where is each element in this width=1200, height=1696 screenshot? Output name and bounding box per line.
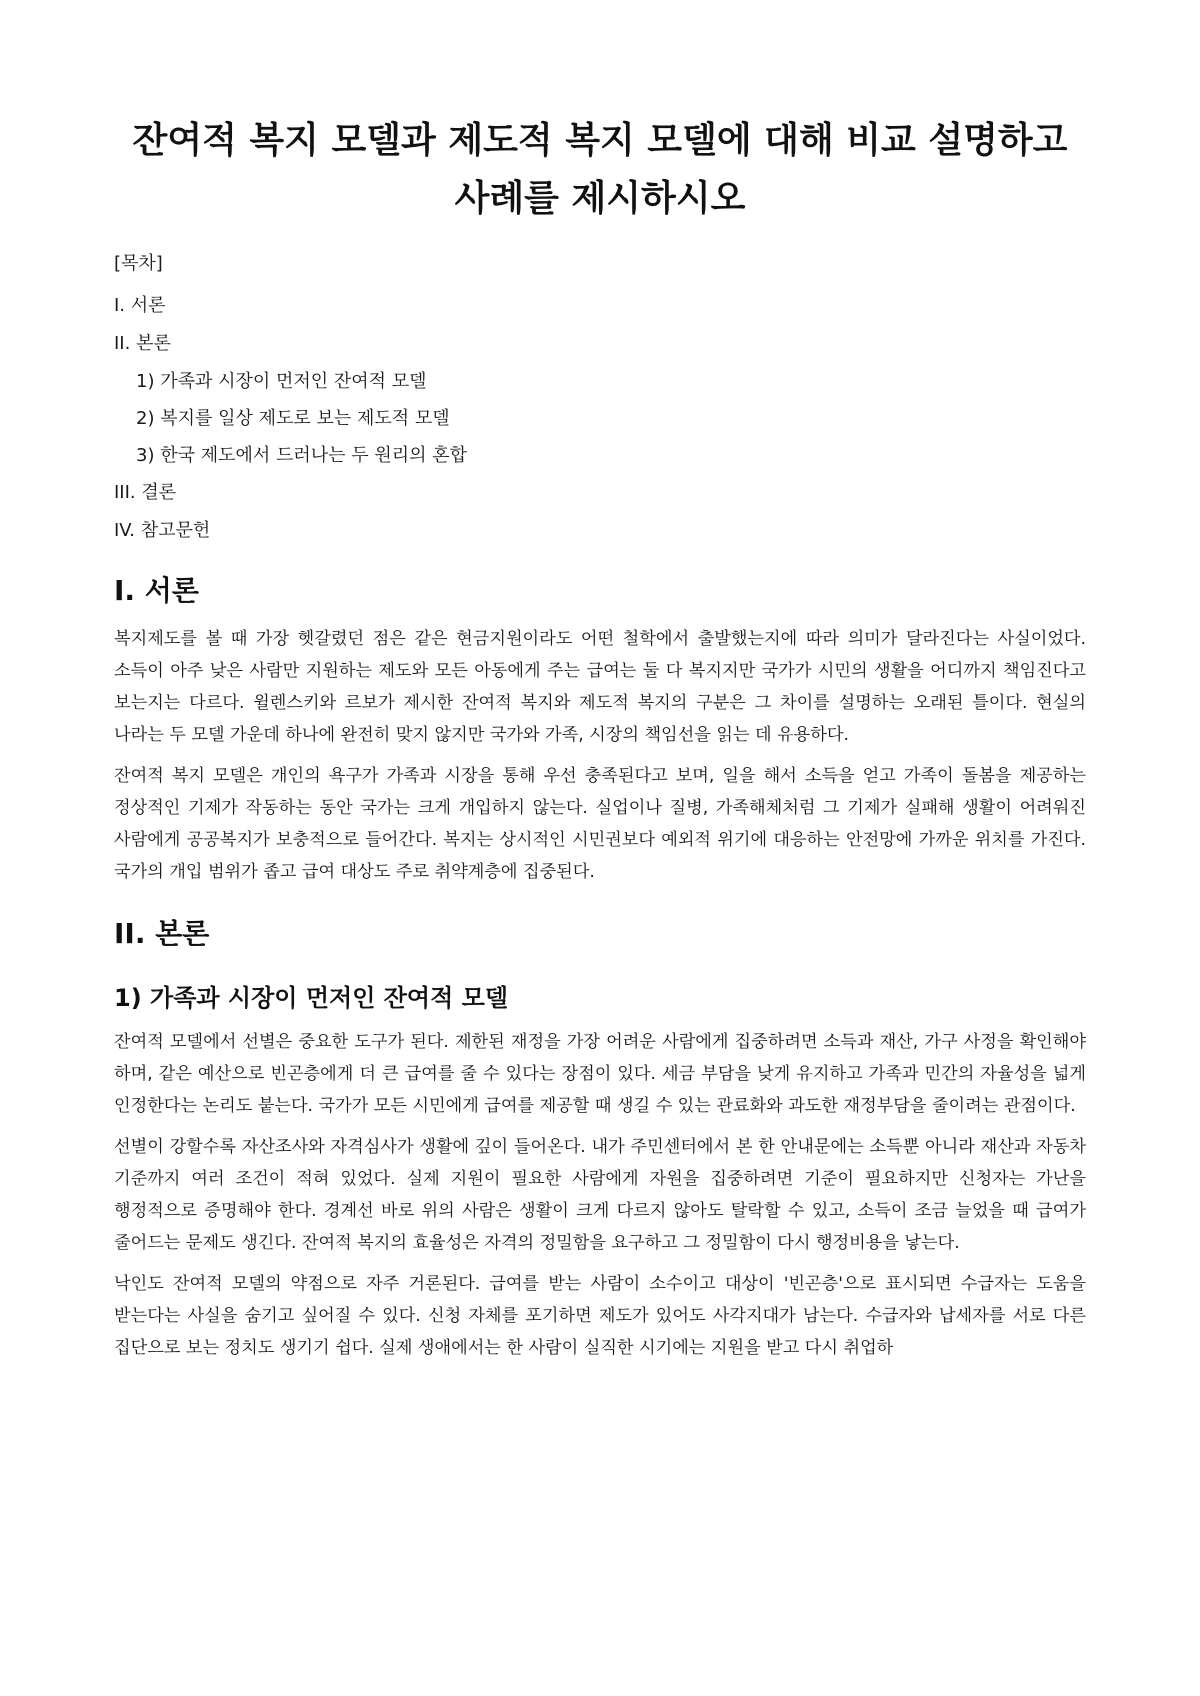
document-title: 잔여적 복지 모델과 제도적 복지 모델에 대해 비교 설명하고 사례를 제시하시오 [132, 120, 1068, 219]
residual-paragraph-2: 선별이 강할수록 자산조사와 자격심사가 생활에 깊이 들어온다. 내가 주민센터에서 본 한 안내문에는 소득뿐 아니라 재산과 자동차 기준까지 여러 조건이 적혀 있었다. 실제 지원이 필요한 사람에게 자원을 집중하려면 기준이 필요하지만 신청자는 가난을 행정적으로 증명해야 한다. 경계선 바로 위의 사람은 생활이 크게 다르지 않아도 탈락할 수 있고, 소득이 조금 늘었을 때 급여가 줄어드는 문제도 생긴다. 잔여적 복지의 효율성은 자격의 정밀함을 요구하고 그 정밀함이 다시 행정비용을 낳는다. [114, 1137, 1086, 1253]
toc-item-references: IV. 참고문헌 [114, 520, 211, 541]
body-section [114, 914, 1086, 1364]
toc-list [114, 292, 1086, 545]
residual-model-heading: 1) 가족과 시장이 먼저인 잔여적 모델 [114, 984, 509, 1012]
intro-paragraph-1: 복지제도를 볼 때 가장 헷갈렸던 점은 같은 현금지원이라도 어떤 철학에서 출발했는지에 따라 의미가 달라진다는 사실이었다. 소득이 아주 낮은 사람만 지원하는 제도와 모든 아동에게 주는 급여는 둘 다 복지지만 국가가 시민의 생활을 어디까지 책임진다고 보는지는 다르다. 윌렌스키와 르보가 제시한 잔여적 복지와 제도적 복지의 구분은 그 차이를 설명하는 오래된 틀이다. 현실의 나라는 두 모델 가운데 하나에 완전히 맞지 않지만 국가와 가족, 시장의 책임선을 읽는 데 유용하다. [114, 629, 1086, 745]
toc-item-intro: I. 서론 [114, 295, 166, 316]
toc-item-body-3: 3) 한국 제도에서 드러나는 두 원리의 혼합 [136, 445, 468, 466]
intro-paragraph-2: 잔여적 복지 모델은 개인의 욕구가 가족과 시장을 통해 우선 충족된다고 보며, 일을 해서 소득을 얻고 가족이 돌봄을 제공하는 정상적인 기제가 작동하는 동안 국가는 크게 개입하지 않는다. 실업이나 질병, 가족해체처럼 그 기제가 실패해 생활이 어려워진 사람에게 공공복지가 보충적으로 들어간다. 복지는 상시적인 시민권보다 예외적 위기에 대응하는 안전망에 가까운 위치를 가진다. 국가의 개입 범위가 좁고 급여 대상도 주로 취약계층에 집중된다. [114, 766, 1086, 882]
toc-item-body-2: 2) 복지를 일상 제도로 보는 제도적 모델 [136, 408, 450, 429]
intro-section [114, 571, 1086, 888]
toc-item-body-1: 1) 가족과 시장이 먼저인 잔여적 모델 [136, 371, 427, 392]
body-heading: II. 본론 [114, 917, 210, 950]
toc-item-conclusion: III. 결론 [114, 482, 177, 503]
table-of-contents [114, 250, 1086, 545]
intro-heading: I. 서론 [114, 574, 199, 607]
residual-paragraph-1: 잔여적 모델에서 선별은 중요한 도구가 된다. 제한된 재정을 가장 어려운 사람에게 집중하려면 소득과 재산, 가구 사정을 확인해야 하며, 같은 예산으로 빈곤층에게 더 큰 급여를 줄 수 있다는 장점이 있다. 세금 부담을 낮게 유지하고 가족과 민간의 자율성을 넓게 인정한다는 논리도 붙는다. 국가가 모든 시민에게 급여를 제공할 때 생길 수 있는 관료화와 과도한 재정부담을 줄이려는 관점이다. [114, 1032, 1086, 1116]
residual-paragraph-3: 낙인도 잔여적 모델의 약점으로 자주 거론된다. 급여를 받는 사람이 소수이고 대상이 '빈곤층'으로 표시되면 수급자는 도움을 받는다는 사실을 숨기고 싶어질 수 있다. 신청 자체를 포기하면 제도가 있어도 사각지대가 남는다. 수급자와 납세자를 서로 다른 집단으로 보는 정치도 생기기 쉽다. 실제 생애에서는 한 사람이 실직한 시기에는 지원을 받고 다시 취업하 [114, 1274, 1086, 1358]
toc-heading: [목차] [114, 253, 163, 274]
toc-item-body: II. 본론 [114, 333, 171, 354]
